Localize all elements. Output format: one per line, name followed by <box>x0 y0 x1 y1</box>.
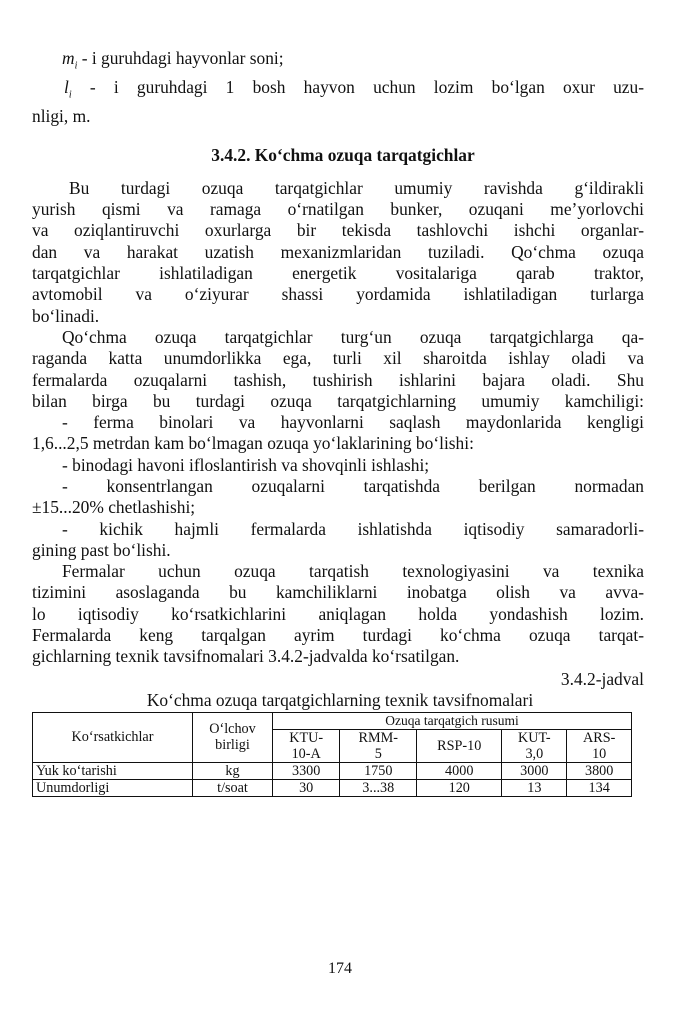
model-name: RMM- <box>358 729 398 746</box>
paragraph-line: fermalarda ozuqalarni tashish, tushirish ishlarini bajara oladi. Shu <box>32 369 644 390</box>
row-value: 3000 <box>502 762 567 779</box>
header-group: Ozuqa tarqatgich rusumi <box>273 712 632 729</box>
definition-text: - i guruhdagi 1 bosh hayvon uchun lozim bo‘lgan oxur uzu- <box>71 76 644 97</box>
definition-line <box>32 106 644 127</box>
row-value: 3...38 <box>340 779 417 796</box>
model-cell <box>502 729 567 762</box>
table-header-row <box>33 712 632 729</box>
paragraph-line: tarqatgichlar ishlatiladigan energetik vositalariga qarab traktor, <box>32 263 644 284</box>
definition-line <box>32 77 644 106</box>
paragraph-line: yurish qismi va ramaga o‘rnatilgan bunker, ozuqani me’yorlovchi <box>32 199 644 220</box>
list-item: - konsentrlangan ozuqalarni tarqatishda berilgan normadan <box>62 475 644 496</box>
page-body <box>32 48 644 797</box>
paragraph-2 <box>32 327 644 412</box>
model-name: 5 <box>374 745 382 762</box>
paragraph-line: Bu turdagi ozuqa tarqatgichlar umumiy ravishda g‘ildirakli <box>69 177 644 198</box>
row-value: 3800 <box>567 762 632 779</box>
model-name: 10 <box>592 745 607 762</box>
drawbacks-list <box>32 412 644 561</box>
variable-symbol: l <box>64 76 69 97</box>
page-number: 174 <box>328 960 352 977</box>
specs-table <box>32 712 632 797</box>
paragraph-line: raganda katta unumdorlikka ega, turli xil sharoitda ishlay oladi va <box>32 348 644 369</box>
paragraph-line: avtomobil va o‘ziyurar shassi yordamida ishlatiladigan turlarga <box>32 284 644 305</box>
header-indicator: Ko‘rsatkichlar <box>33 712 193 762</box>
list-item: - kichik hajmli fermalarda ishlatishda iqtisodiy samaradorli- <box>62 518 644 539</box>
list-item: - binodagi havoni ifloslantirish va shovqinli ishlashi; <box>62 454 430 475</box>
model-name: RSP-10 <box>437 737 482 754</box>
table-title: Ko‘chma ozuqa tarqatgichlarning texnik tavsifnomalari <box>146 689 534 710</box>
header-unit-line: O‘lchov <box>209 721 256 738</box>
header-unit-line: birligi <box>215 737 250 754</box>
model-name: ARS- <box>583 729 616 746</box>
model-name: KTU- <box>289 729 324 746</box>
paragraph-line: Qo‘chma ozuqa tarqatgichlar turg‘un ozuqa tarqatgichlarga qa- <box>62 326 644 347</box>
paragraph-line: lo iqtisodiy ko‘rsatkichlarini aniqlagan holda yondashish lozim. <box>32 603 644 624</box>
variable-symbol: m <box>62 48 75 68</box>
section-heading: 3.4.2. Ko‘chma ozuqa tarqatgichlar <box>211 144 475 165</box>
paragraph-line: va oziqlantiruvchi oxurlarga bir tekisda tashlovchi ishchi organlar- <box>32 220 644 241</box>
list-item-continuation: gining past bo‘lishi. <box>32 539 171 560</box>
paragraph-line: bo‘linadi. <box>32 305 100 326</box>
row-label: Yuk ko‘tarishi <box>33 762 193 779</box>
table-row <box>33 779 632 796</box>
row-value: 3300 <box>273 762 340 779</box>
model-cell <box>273 729 340 762</box>
header-unit <box>193 712 273 762</box>
model-name: KUT- <box>518 729 551 746</box>
row-label: Unumdorligi <box>33 779 193 796</box>
paragraph-line: tizimini asoslaganda bu kamchiliklarni inobatga olish va avva- <box>32 582 644 603</box>
model-name: 10-A <box>291 745 321 762</box>
row-value: 134 <box>567 779 632 796</box>
paragraph-line: gichlarning texnik tavsifnomalari 3.4.2-jadvalda ko‘rsatilgan. <box>32 646 460 667</box>
paragraph-1 <box>32 178 644 327</box>
paragraph-line: Fermalarda keng tarqalgan ayrim turdagi ko‘chma ozuqa tarqat- <box>32 625 644 646</box>
table-row <box>33 762 632 779</box>
row-value: 1750 <box>340 762 417 779</box>
paragraph-line: bilan birga bu turdagi ozuqa tarqatgichlarning umumiy kamchiligi: <box>32 390 644 411</box>
definition-text: - i guruhdagi hayvonlar soni; <box>77 48 284 68</box>
row-value: 4000 <box>417 762 502 779</box>
list-item-continuation: ±15...20% chetlashishi; <box>32 497 196 518</box>
paragraph-line: dan va harakat uzatish mexanizmlaridan tuziladi. Qo‘chma ozuqa <box>32 241 644 262</box>
paragraph-3 <box>32 561 644 667</box>
list-item: - ferma binolari va hayvonlarni saqlash maydonlarida kengligi <box>62 412 644 433</box>
row-value: 120 <box>417 779 502 796</box>
model-cell <box>417 729 502 762</box>
variable-subscript: i <box>68 89 72 101</box>
row-unit: kg <box>193 762 273 779</box>
row-unit: t/soat <box>193 779 273 796</box>
definition-line <box>32 48 644 77</box>
model-cell <box>340 729 417 762</box>
variable-subscript: i <box>74 60 78 72</box>
table-number: 3.4.2-jadval <box>560 668 644 689</box>
definition-text: nligi, m. <box>32 105 91 126</box>
paragraph-line: Fermalar uchun ozuqa tarqatish texnologiyasini va texnika <box>62 561 644 582</box>
list-item-continuation: 1,6...2,5 metrdan kam bo‘lmagan ozuqa yo‘laklarining bo‘lishi: <box>32 433 474 454</box>
row-value: 30 <box>273 779 340 796</box>
model-cell <box>567 729 632 762</box>
model-name: 3,0 <box>525 745 544 762</box>
row-value: 13 <box>502 779 567 796</box>
